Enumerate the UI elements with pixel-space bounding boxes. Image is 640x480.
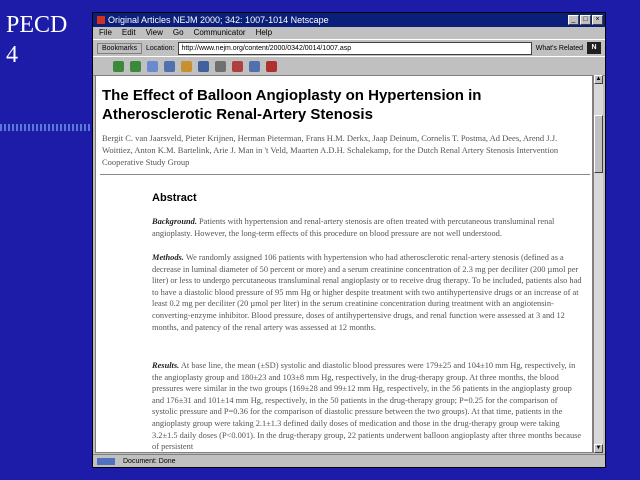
decorative-stripe (0, 124, 94, 131)
status-bar (93, 454, 605, 467)
reload-icon[interactable] (147, 61, 158, 72)
forward-icon[interactable] (130, 61, 141, 72)
abstract-heading: Abstract (152, 192, 197, 204)
article-title: The Effect of Balloon Angioplasty on Hypertension in Atherosclerotic Renal-Artery Stenosis (102, 87, 482, 123)
background-label: Background. (152, 217, 197, 226)
menu-communicator[interactable]: Communicator (193, 28, 246, 37)
netscape-icon[interactable] (198, 61, 209, 72)
location-bar (93, 39, 605, 56)
toolbar (93, 56, 605, 76)
maximize-button[interactable]: □ (580, 15, 591, 25)
menu-file[interactable]: File (99, 28, 112, 37)
shop-icon[interactable] (249, 61, 260, 72)
security-icon[interactable] (232, 61, 243, 72)
scroll-thumb[interactable] (594, 115, 603, 173)
whats-related-button[interactable]: What's Related (535, 44, 583, 52)
methods-label: Methods. (152, 253, 184, 262)
results-text: At base line, the mean (±SD) systolic and diastolic blood pressures were 179±25 and 104±10 mm Hg, respectively, in the angioplasty group and 180±23 and 103±8 mm Hg, respectively, in the drug-therapy group. At three months, the blood pressures were similar in the two groups (169±28 and 99±12 mm Hg, respectively, in the 56 patients in the angioplasty group and 176±31 and 101±14 mm Hg, respectively, in the 50 patients in the drug-therapy group; P=0.25 for the comparison of systolic pressure and P=0.36 for the comparison of diastolic pressure between the two groups). At that time, patients in the angioplasty group were taking 2.1±1.3 defined daily doses of medication and those in the drug-therapy group were taking 3.2±1.5 daily doses (P<0.001). In the drug-therapy group, 22 patients underwent balloon angioplasty after three months because of persistent (152, 361, 582, 452)
vertical-scrollbar[interactable] (593, 75, 603, 453)
results-label: Results. (152, 361, 180, 370)
app-icon (97, 16, 105, 24)
print-icon[interactable] (215, 61, 226, 72)
search-icon[interactable] (181, 61, 192, 72)
methods-paragraph (152, 252, 584, 333)
window-titlebar[interactable] (93, 13, 605, 27)
status-text: Document: Done (123, 458, 176, 465)
background-paragraph (152, 216, 584, 239)
location-field[interactable]: http://www.nejm.org/content/2000/0342/0014/1007.asp (178, 42, 531, 55)
page-content (95, 75, 593, 453)
menu-help[interactable]: Help (255, 28, 273, 37)
methods-text: We randomly assigned 106 patients with hypertension who had atherosclerotic renal-artery stenosis (defined as a decrease in luminal diameter of 50 percent or more) and a serum creatinine concentration of 2.3 mg per deciliter (200 µmol per liter) or less to undergo percutaneous transluminal renal angioplasty or to receive drug therapy. To be included, patients also had to have a diastolic blood pressure of 95 mm Hg or higher despite treatment with two antihypertensive drugs or an increase of at least 0.2 mg per deciliter (20 µmol per liter) in the serum creatinine concentration during treatment with an angiotensin-converting-enzyme inhibitor. Blood pressure, doses of antihypertensive drugs, and renal function were assessed at 3 and 12 months, and patency of the renal artery was assessed at 12 months. (152, 253, 582, 332)
divider (100, 174, 590, 175)
article-authors: Bergit C. van Jaarsveld, Pieter Krijnen, Herman Pieterman, Frans H.M. Derkx, Jaap Deinum, Cornelis T. Postma, Ad Dees, Arend J.J. Woittiez, Anton K.M. Bartelink, Arie J. Man in 't Veld, Maarten A.D.H. Schalekamp, for the Dutch Renal Artery Stenosis Intervention Cooperative Study Group (102, 133, 559, 167)
menu-bar (93, 27, 605, 39)
slide-label-line2: 4 (6, 42, 18, 68)
home-icon[interactable] (164, 61, 175, 72)
results-paragraph (152, 360, 584, 453)
slide-label (6, 10, 67, 70)
minimize-button[interactable]: _ (568, 15, 579, 25)
location-label: Location: (146, 44, 175, 52)
bookmarks-button[interactable]: Bookmarks (97, 43, 142, 54)
slide-label-line1: PECD (6, 12, 68, 38)
window-title: Original Articles NEJM 2000; 342: 1007-1014 Netscape (108, 15, 329, 25)
menu-edit[interactable]: Edit (121, 28, 136, 37)
security-lock-icon (97, 458, 115, 465)
background-text: Patients with hypertension and renal-artery stenosis are often treated with percutaneous transluminal renal angioplasty. However, the long-term effects of this procedure on blood pressure are not well understood. (152, 217, 555, 238)
stop-icon[interactable] (266, 61, 277, 72)
scroll-down-icon[interactable]: ▼ (595, 445, 602, 451)
browser-window (92, 12, 606, 468)
scroll-up-icon[interactable]: ▲ (595, 76, 602, 82)
back-icon[interactable] (113, 61, 124, 72)
close-button[interactable]: × (592, 15, 603, 25)
menu-view[interactable]: View (145, 28, 163, 37)
netscape-logo-icon: N (587, 42, 601, 54)
menu-go[interactable]: Go (172, 28, 184, 37)
